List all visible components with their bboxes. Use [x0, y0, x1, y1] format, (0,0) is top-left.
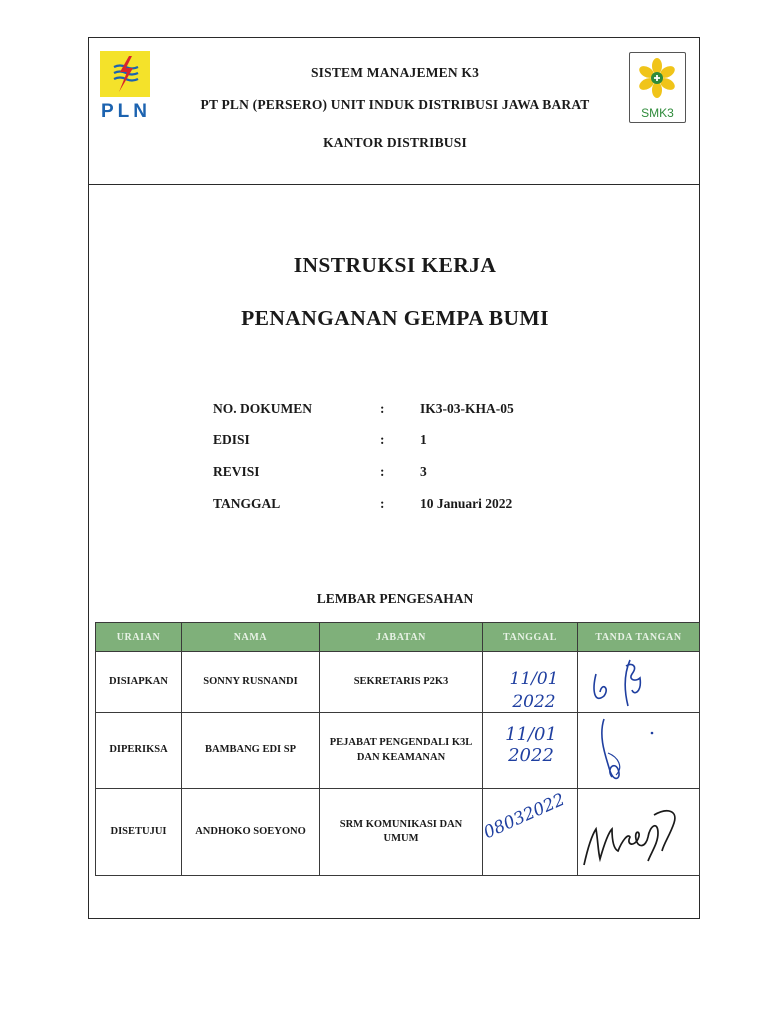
doc-info-label: NO. DOKUMEN	[213, 401, 312, 416]
doc-info-row-date	[213, 496, 633, 516]
cell-nama: BAMBANG EDI SP	[182, 713, 320, 789]
doc-info-label: EDISI	[213, 432, 250, 447]
column-header-uraian: URAIAN	[96, 623, 182, 652]
cell-uraian: DIPERIKSA	[96, 713, 182, 789]
pln-logo-text: PLN	[101, 101, 151, 122]
cell-tanggal	[480, 789, 578, 876]
header-office-name: KANTOR DISTRIBUSI	[323, 135, 467, 150]
column-header-nama: NAMA	[182, 623, 320, 652]
table-row	[96, 713, 700, 789]
doc-info-value: 1	[420, 432, 427, 447]
handwritten-date: 08032022	[480, 789, 568, 844]
smk3-logo-text: SMK3	[641, 106, 674, 120]
pln-logo	[96, 51, 156, 125]
doc-info-row-edition	[213, 432, 633, 452]
document-title: INSTRUKSI KERJA	[293, 253, 497, 277]
header-divider	[89, 184, 699, 185]
smk3-logo	[629, 52, 686, 123]
doc-info-row-revision	[213, 464, 633, 484]
handwritten-date: 11/01 2022	[505, 724, 557, 766]
doc-info-colon: :	[380, 464, 385, 479]
approval-table-header	[96, 623, 700, 652]
cell-uraian: DISIAPKAN	[96, 652, 182, 713]
cell-signature	[578, 789, 700, 876]
header-system-name: SISTEM MANAJEMEN K3	[310, 65, 480, 80]
document-subtitle: PENANGANAN GEMPA BUMI	[241, 306, 549, 330]
doc-info-value: 3	[420, 464, 427, 479]
approval-table	[95, 622, 700, 876]
approval-heading: LEMBAR PENGESAHAN	[316, 591, 474, 606]
signature-2	[578, 713, 700, 788]
signature-3	[578, 789, 700, 875]
doc-info-colon: :	[380, 496, 385, 511]
cell-uraian: DISETUJUI	[96, 789, 182, 876]
cell-signature	[578, 713, 700, 789]
column-header-tanggal: TANGGAL	[483, 623, 578, 652]
header-company-name: PT PLN (PERSERO) UNIT INDUK DISTRIBUSI JAWA BARAT	[200, 97, 590, 112]
cell-tanggal	[483, 652, 578, 713]
table-row	[96, 789, 700, 876]
doc-info-value: IK3-03-KHA-05	[420, 401, 514, 416]
doc-info-colon: :	[380, 401, 385, 416]
cell-nama: ANDHOKO SOEYONO	[182, 789, 320, 876]
table-row	[96, 652, 700, 713]
doc-info-label: TANGGAL	[213, 496, 281, 511]
document-frame	[88, 37, 700, 919]
doc-info-value: 10 Januari 2022	[420, 496, 513, 511]
cell-jabatan: PEJABAT PENGENDALI K3L DAN KEAMANAN	[320, 713, 483, 789]
handwritten-date: 11/01 2022	[509, 669, 559, 712]
cell-nama: SONNY RUSNANDI	[182, 652, 320, 713]
cell-jabatan: SRM KOMUNIKASI DAN UMUM	[320, 789, 483, 876]
cell-jabatan: SEKRETARIS P2K3	[320, 652, 483, 713]
doc-info-colon: :	[380, 432, 385, 447]
signature-1	[578, 652, 700, 712]
cell-tanggal	[483, 713, 578, 789]
column-header-tanda-tangan: TANDA TANGAN	[578, 623, 700, 652]
doc-info-label: REVISI	[213, 464, 260, 479]
doc-info-row-number	[213, 401, 633, 421]
cell-signature	[578, 652, 700, 713]
column-header-jabatan: JABATAN	[320, 623, 483, 652]
